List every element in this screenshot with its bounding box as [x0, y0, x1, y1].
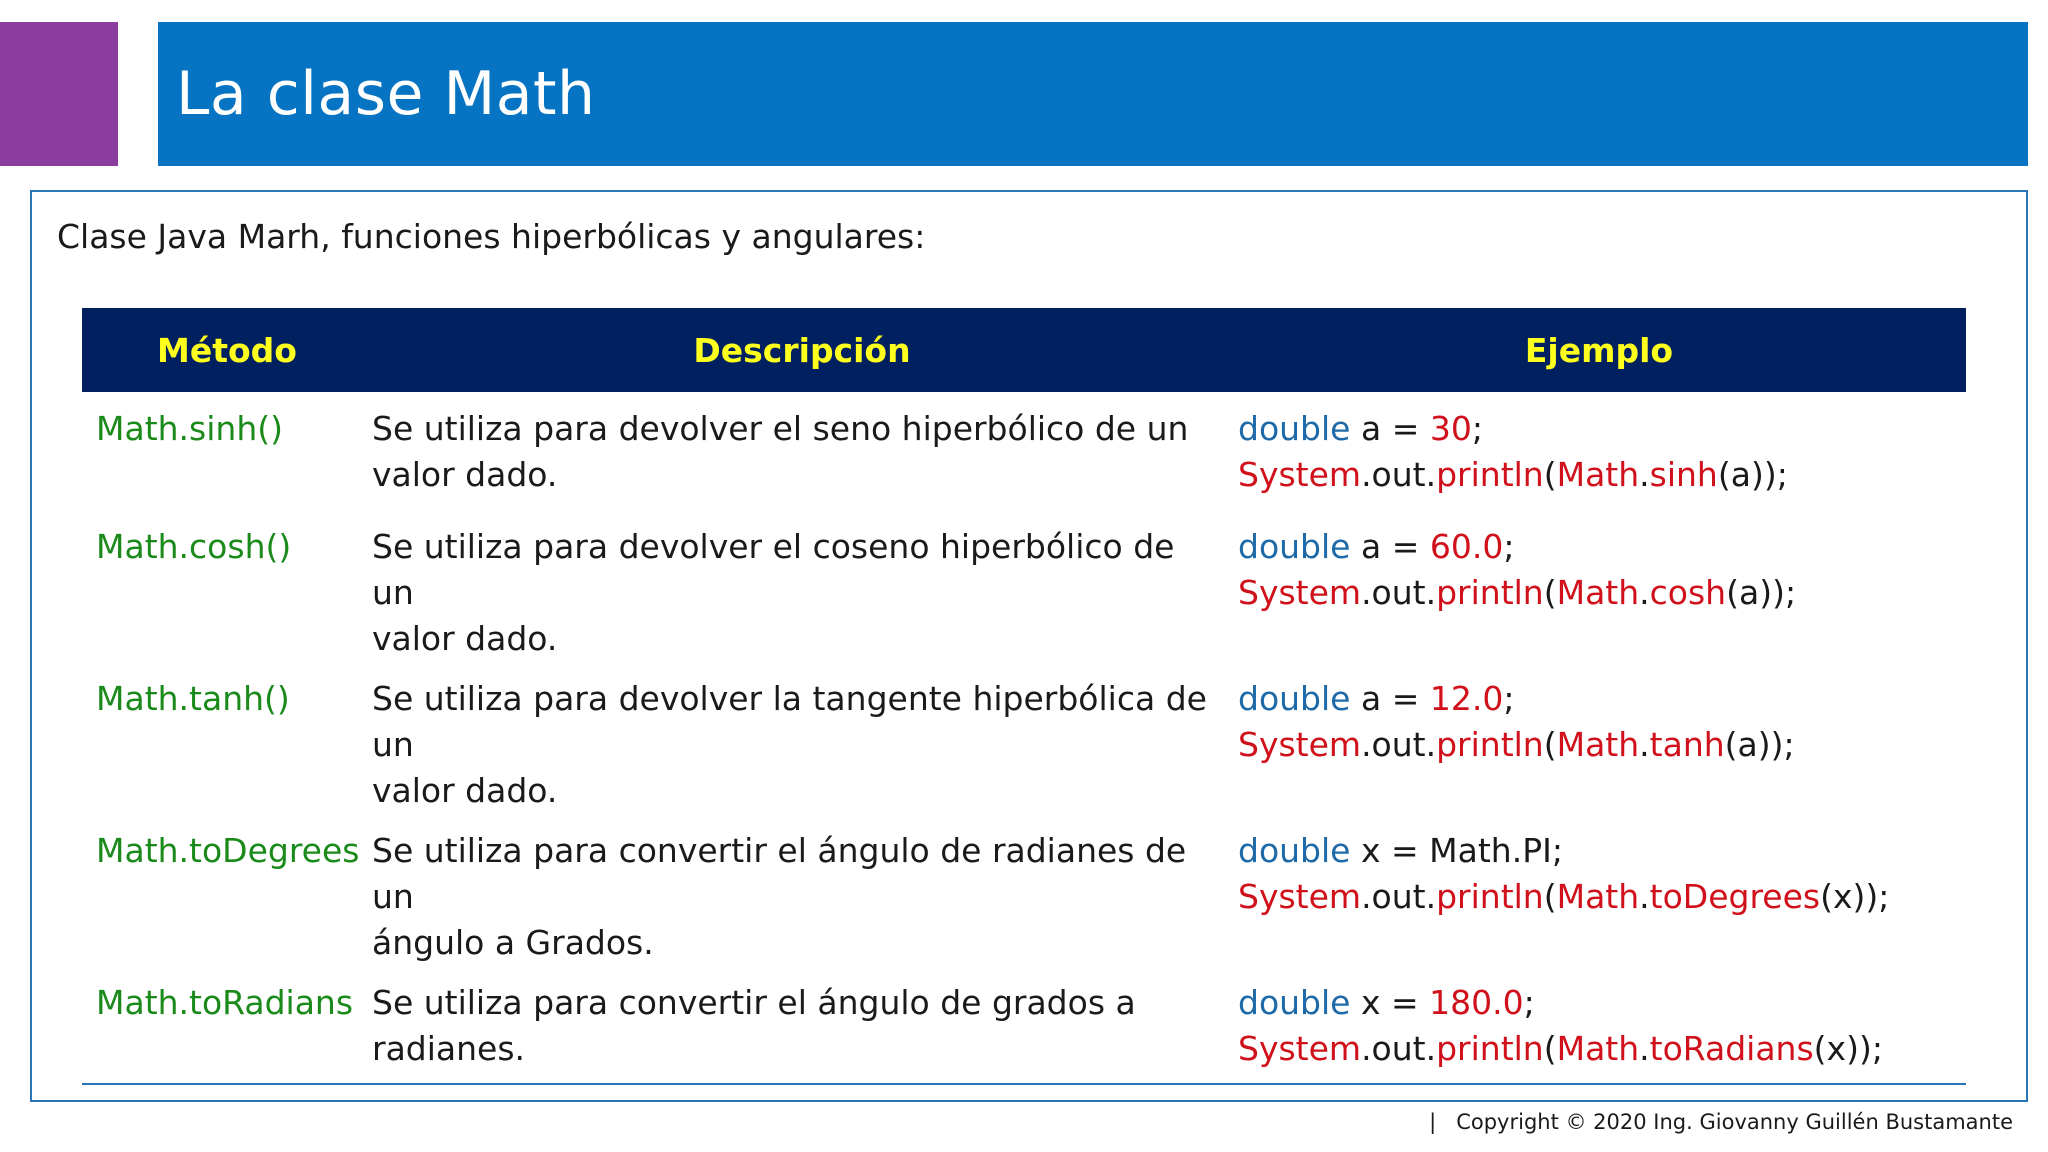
code-variable: a [1360, 409, 1382, 448]
method-description [372, 966, 1232, 1084]
content-box [30, 190, 2028, 1102]
code-system: System [1238, 455, 1362, 494]
description-line: Se utiliza para devolver el coseno hiperbólico de un [372, 527, 1175, 612]
description-line: valor dado. [372, 771, 558, 810]
code-args: (a)); [1726, 573, 1797, 612]
footer-separator: | [1429, 1110, 1437, 1134]
description-line: valor dado. [372, 455, 558, 494]
code-dot: . [1639, 455, 1650, 494]
description-line: radianes. [372, 1029, 526, 1068]
code-value: 12.0 [1429, 679, 1504, 718]
code-keyword: double [1238, 409, 1351, 448]
code-out: .out. [1361, 725, 1437, 764]
method-name: Math.cosh() [96, 527, 292, 566]
method-example [1232, 966, 1966, 1084]
table-row [82, 966, 1966, 1084]
code-paren: ( [1543, 573, 1557, 612]
code-value: 60.0 [1429, 527, 1504, 566]
code-println: println [1436, 877, 1544, 916]
code-keyword: double [1238, 983, 1351, 1022]
code-dot: . [1639, 1029, 1650, 1068]
code-println: println [1436, 455, 1544, 494]
table-row [82, 392, 1966, 510]
code-math: Math [1556, 877, 1640, 916]
code-math: Math [1556, 455, 1640, 494]
description-line: Se utiliza para devolver el seno hiperbólico de un [372, 409, 1189, 448]
slide-title: La clase Math [176, 59, 596, 129]
method-name: Math.toDegrees [96, 831, 360, 870]
description-line: ángulo a Grados. [372, 923, 654, 962]
code-keyword: double [1238, 831, 1351, 870]
method-name: Math.toRadians [96, 983, 354, 1022]
code-args: (x)); [1813, 1029, 1883, 1068]
code-variable: x [1360, 831, 1381, 870]
header-method: Método [157, 330, 297, 370]
code-semicolon: ; [1471, 409, 1483, 448]
code-keyword: double [1238, 679, 1351, 718]
method-example [1232, 662, 1966, 814]
code-semicolon: ; [1551, 831, 1563, 870]
code-out: .out. [1361, 455, 1437, 494]
table-header-row [82, 308, 1966, 392]
code-out: .out. [1361, 877, 1437, 916]
method-description [372, 510, 1232, 662]
code-variable: x [1360, 983, 1381, 1022]
code-out: .out. [1361, 1029, 1437, 1068]
method-example [1232, 392, 1966, 510]
code-args: (x)); [1820, 877, 1890, 916]
methods-table [82, 308, 1966, 1085]
description-line: Se utiliza para convertir el ángulo de radianes de un [372, 831, 1187, 916]
code-args: (a)); [1717, 455, 1788, 494]
code-println: println [1436, 1029, 1544, 1068]
method-example [1232, 814, 1966, 966]
code-function: toRadians [1649, 1029, 1814, 1068]
accent-block [0, 22, 118, 166]
title-bar [158, 22, 2028, 166]
code-system: System [1238, 573, 1362, 612]
code-variable: a [1360, 679, 1382, 718]
code-operator: = [1391, 409, 1420, 448]
method-name: Math.tanh() [96, 679, 290, 718]
method-name: Math.sinh() [96, 409, 283, 448]
code-dot: . [1639, 725, 1650, 764]
code-operator: = [1391, 527, 1420, 566]
code-variable: a [1360, 527, 1382, 566]
footer [1429, 1110, 2013, 1134]
code-function: sinh [1649, 455, 1718, 494]
code-value: Math.PI [1429, 831, 1552, 870]
table-row [82, 662, 1966, 814]
code-paren: ( [1543, 877, 1557, 916]
code-math: Math [1556, 1029, 1640, 1068]
code-function: tanh [1649, 725, 1725, 764]
code-semicolon: ; [1523, 983, 1535, 1022]
code-semicolon: ; [1503, 527, 1515, 566]
code-operator: = [1391, 831, 1419, 870]
code-println: println [1436, 573, 1544, 612]
description-line: Se utiliza para convertir el ángulo de grados a [372, 983, 1136, 1022]
code-out: .out. [1361, 573, 1437, 612]
code-operator: = [1391, 679, 1420, 718]
header-example: Ejemplo [1524, 330, 1674, 370]
table-row [82, 510, 1966, 662]
code-system: System [1238, 725, 1362, 764]
code-operator: = [1391, 983, 1419, 1022]
code-function: toDegrees [1649, 877, 1821, 916]
code-math: Math [1556, 573, 1640, 612]
code-system: System [1238, 1029, 1362, 1068]
table-row [82, 814, 1966, 966]
code-value: 30 [1429, 409, 1472, 448]
method-example [1232, 510, 1966, 662]
code-math: Math [1556, 725, 1640, 764]
code-function: cosh [1649, 573, 1727, 612]
code-system: System [1238, 877, 1362, 916]
code-println: println [1436, 725, 1544, 764]
code-dot: . [1639, 573, 1650, 612]
description-line: Se utiliza para devolver la tangente hiperbólica de un [372, 679, 1207, 764]
method-description [372, 662, 1232, 814]
code-args: (a)); [1724, 725, 1795, 764]
copyright-text: Copyright © 2020 Ing. Giovanny Guillén Bustamante [1456, 1110, 2013, 1134]
header-description: Descripción [693, 330, 911, 370]
method-description [372, 814, 1232, 966]
code-paren: ( [1543, 455, 1557, 494]
code-keyword: double [1238, 527, 1351, 566]
method-description [372, 392, 1232, 510]
code-semicolon: ; [1503, 679, 1515, 718]
code-paren: ( [1543, 1029, 1557, 1068]
code-paren: ( [1543, 725, 1557, 764]
intro-text: Clase Java Marh, funciones hiperbólicas y angulares: [57, 217, 926, 256]
code-dot: . [1639, 877, 1650, 916]
description-line: valor dado. [372, 619, 558, 658]
code-value: 180.0 [1429, 983, 1524, 1022]
